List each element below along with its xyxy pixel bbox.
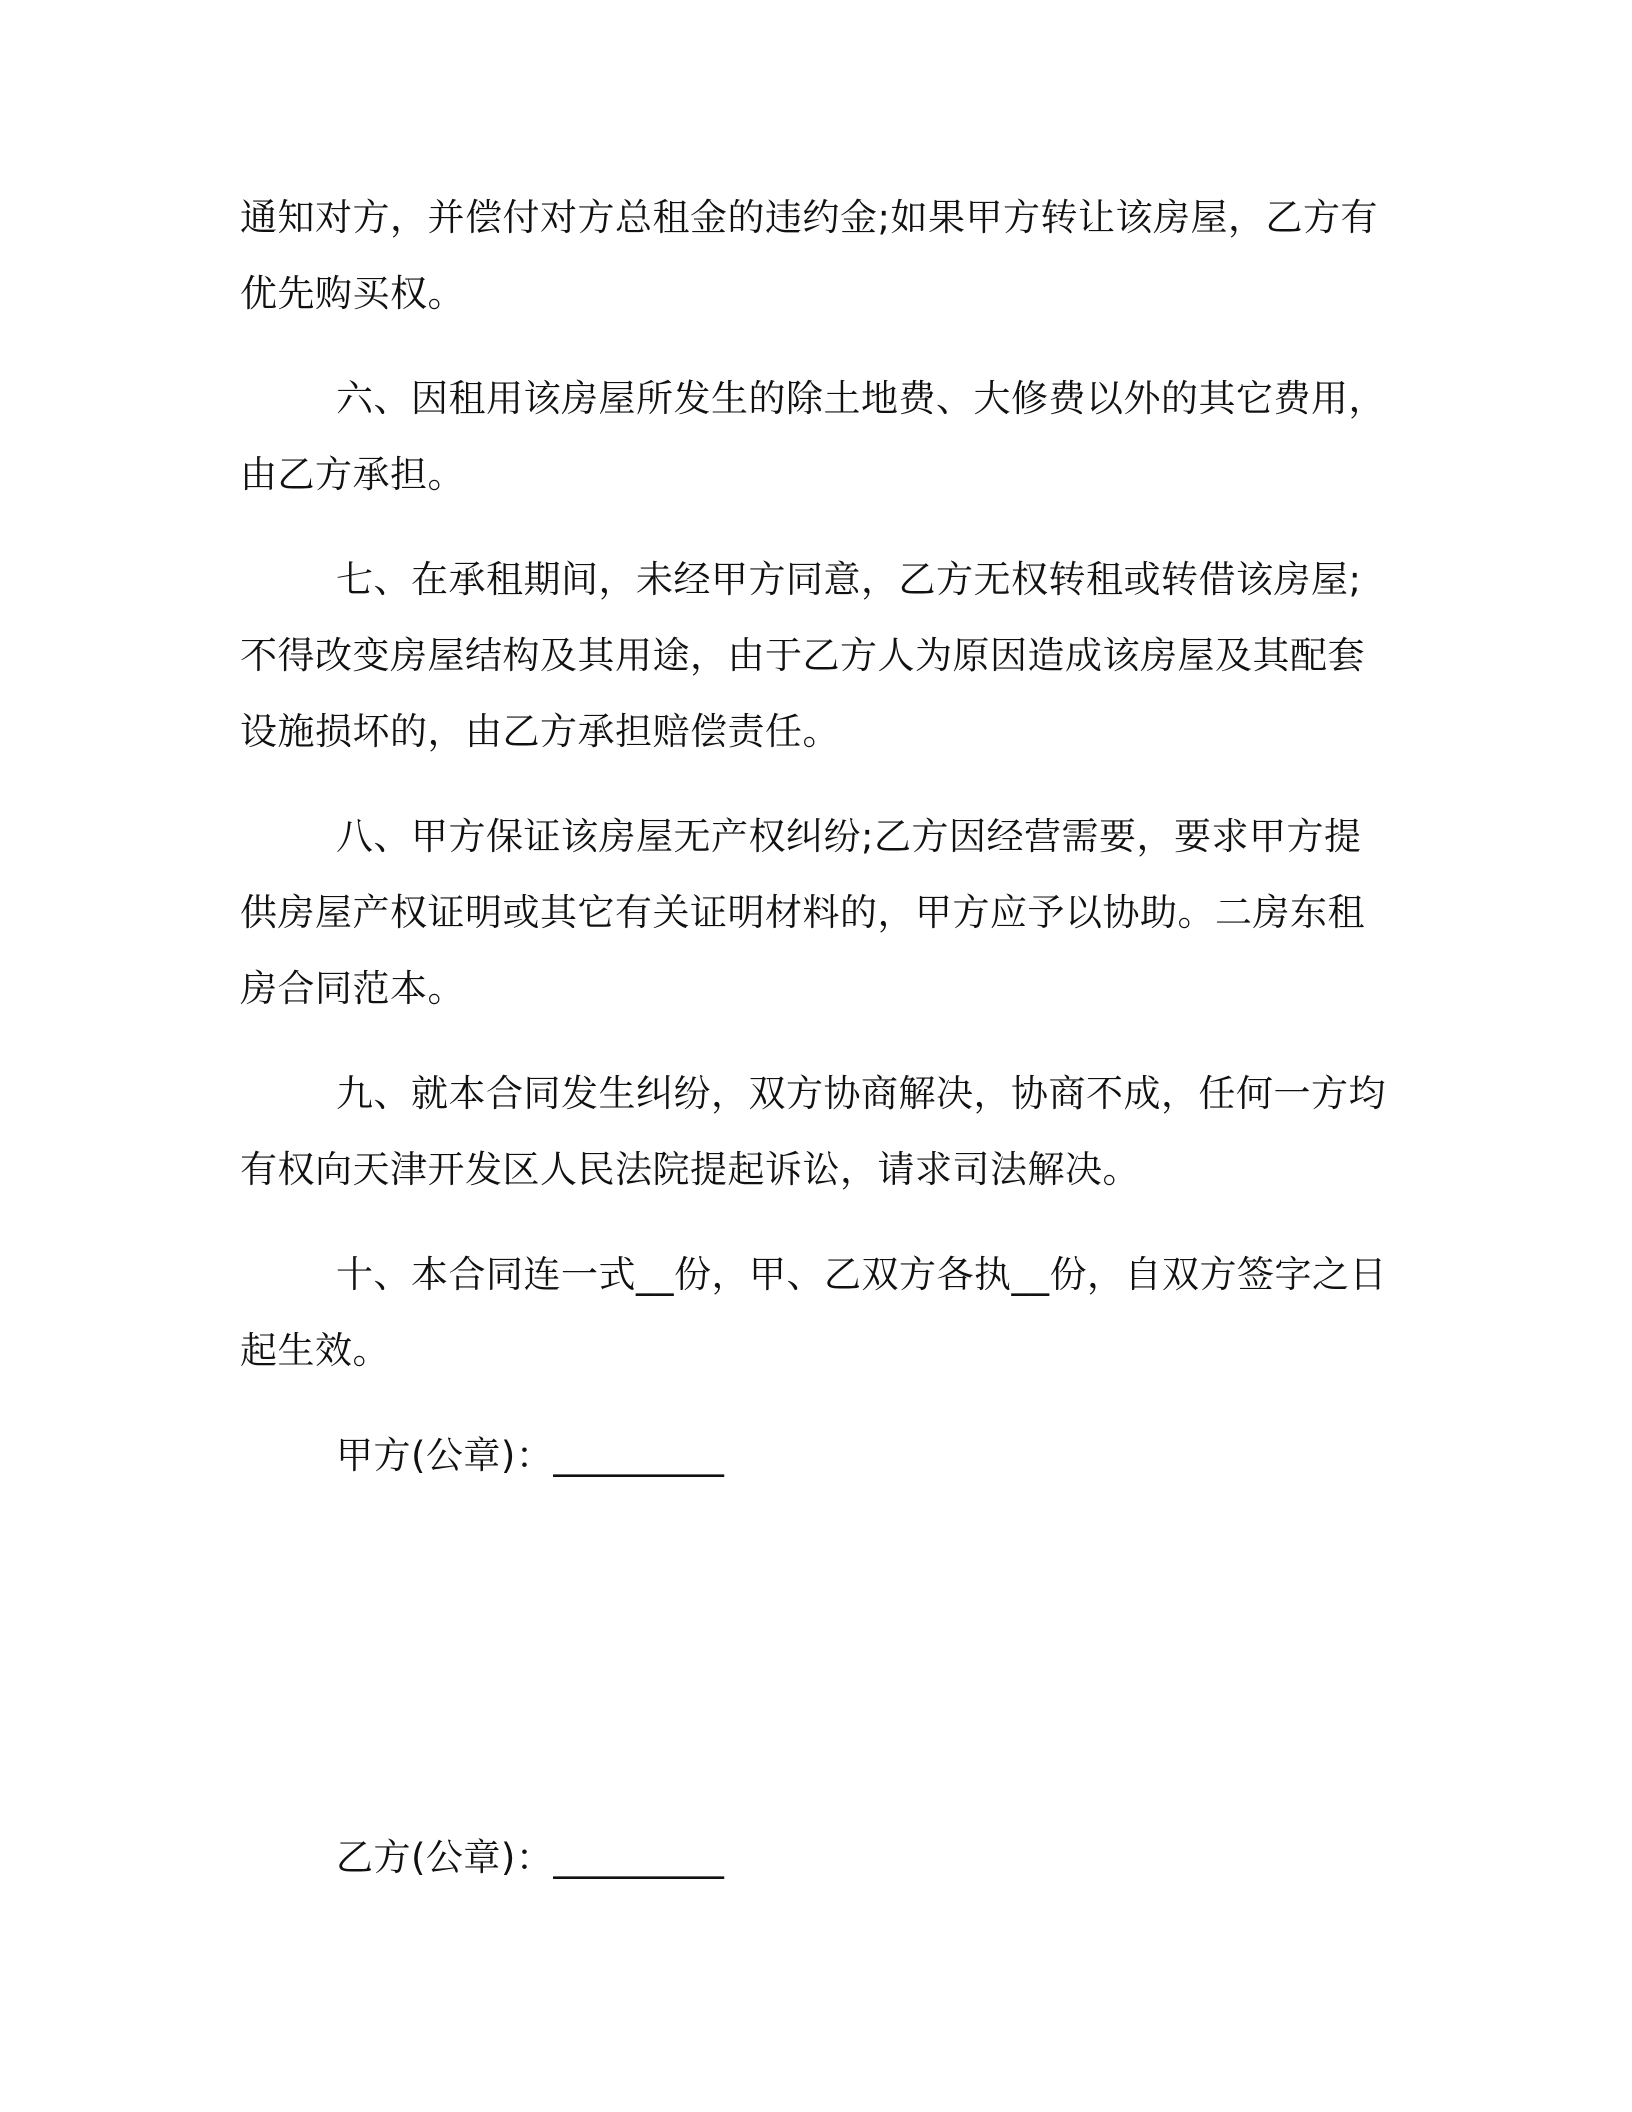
paragraph-10-line-1: 十、本合同连一式__份，甲、乙双方各执__份，自双方签字之日 [336, 1253, 1387, 1296]
paragraph-7-line-1: 七、在承租期间，未经甲方同意，乙方无权转租或转借该房屋; [336, 558, 1362, 601]
paragraph-5-line-2: 优先购买权。 [240, 272, 465, 315]
party-b-signature-line: 乙方(公章)：_________ [336, 1836, 725, 1879]
paragraph-6-line-2: 由乙方承担。 [240, 453, 465, 496]
paragraph-9-line-2: 有权向天津开发区人民法院提起诉讼，请求司法解决。 [240, 1148, 1140, 1191]
paragraph-8-line-1: 八、甲方保证该房屋无产权纠纷;乙方因经营需要，要求甲方提 [336, 815, 1362, 858]
paragraph-10-line-2: 起生效。 [240, 1329, 390, 1372]
paragraph-5-line-1: 通知对方，并偿付对方总租金的违约金;如果甲方转让该房屋，乙方有 [240, 196, 1378, 239]
paragraph-7-line-3: 设施损坏的，由乙方承担赔偿责任。 [240, 710, 840, 753]
party-a-signature-line: 甲方(公章)：_________ [336, 1434, 725, 1477]
paragraph-7-line-2: 不得改变房屋结构及其用途，由于乙方人为原因造成该房屋及其配套 [240, 634, 1365, 677]
paragraph-8-line-3: 房合同范本。 [240, 967, 465, 1010]
paragraph-8-line-2: 供房屋产权证明或其它有关证明材料的，甲方应予以协助。二房东租 [240, 891, 1365, 934]
paragraph-6-line-1: 六、因租用该房屋所发生的除土地费、大修费以外的其它费用， [336, 377, 1386, 420]
paragraph-9-line-1: 九、就本合同发生纠纷，双方协商解决，协商不成，任何一方均 [336, 1072, 1386, 1115]
